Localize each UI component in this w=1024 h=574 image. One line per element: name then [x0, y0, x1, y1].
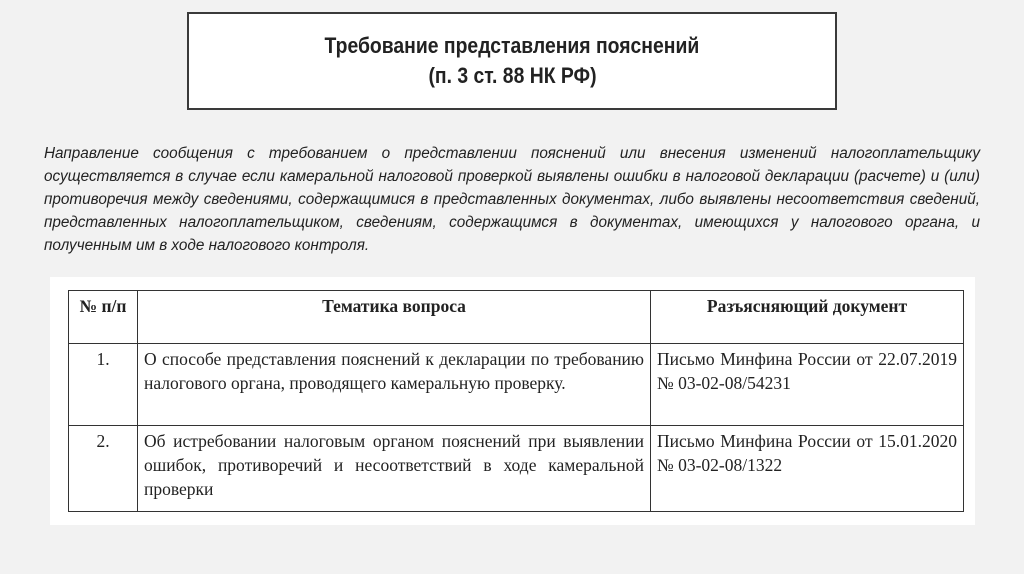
row-topic: О способе представления пояснений к декларации по требованию налогового органа, проводящего камеральную проверку.: [138, 344, 651, 426]
table-header-row: [69, 291, 964, 344]
documents-table: [68, 290, 964, 512]
description-paragraph: Направление сообщения с требованием о представлении пояснений или внесения изменений налогоплательщику осуществляется в случае если камеральной налоговой проверкой выявлены ошибки в налоговой декларации (расчете) и (или) противоречия между сведениями, содержащимися в представленных документах, либо выявлены несоответствия сведений, представленных налогоплательщиком, сведениям, содержащимся в документах, имеющихся у налогового органа, и полученным им в ходе налогового контроля.: [44, 145, 980, 254]
header-topic: Тематика вопроса: [138, 291, 651, 344]
header-number: № п/п: [69, 291, 138, 344]
row-document: Письмо Минфина России от 22.07.2019 № 03-02-08/54231: [651, 344, 964, 426]
row-topic: Об истребовании налоговым органом пояснений при выявлении ошибок, противоречий и несоответствий в ходе камеральной проверки: [138, 426, 651, 512]
slide-title-box: [187, 12, 837, 110]
table-panel: [50, 277, 975, 525]
row-number: 1.: [69, 344, 138, 426]
header-document: Разъясняющий документ: [651, 291, 964, 344]
row-number: 2.: [69, 426, 138, 512]
slide-title-line1: Требование представления пояснений: [324, 33, 700, 58]
slide-title-line2: (п. 3 ст. 88 НК РФ): [427, 63, 597, 88]
table-row: [69, 426, 964, 512]
table-row: [69, 344, 964, 426]
row-document: Письмо Минфина России от 15.01.2020 № 03-02-08/1322: [651, 426, 964, 512]
